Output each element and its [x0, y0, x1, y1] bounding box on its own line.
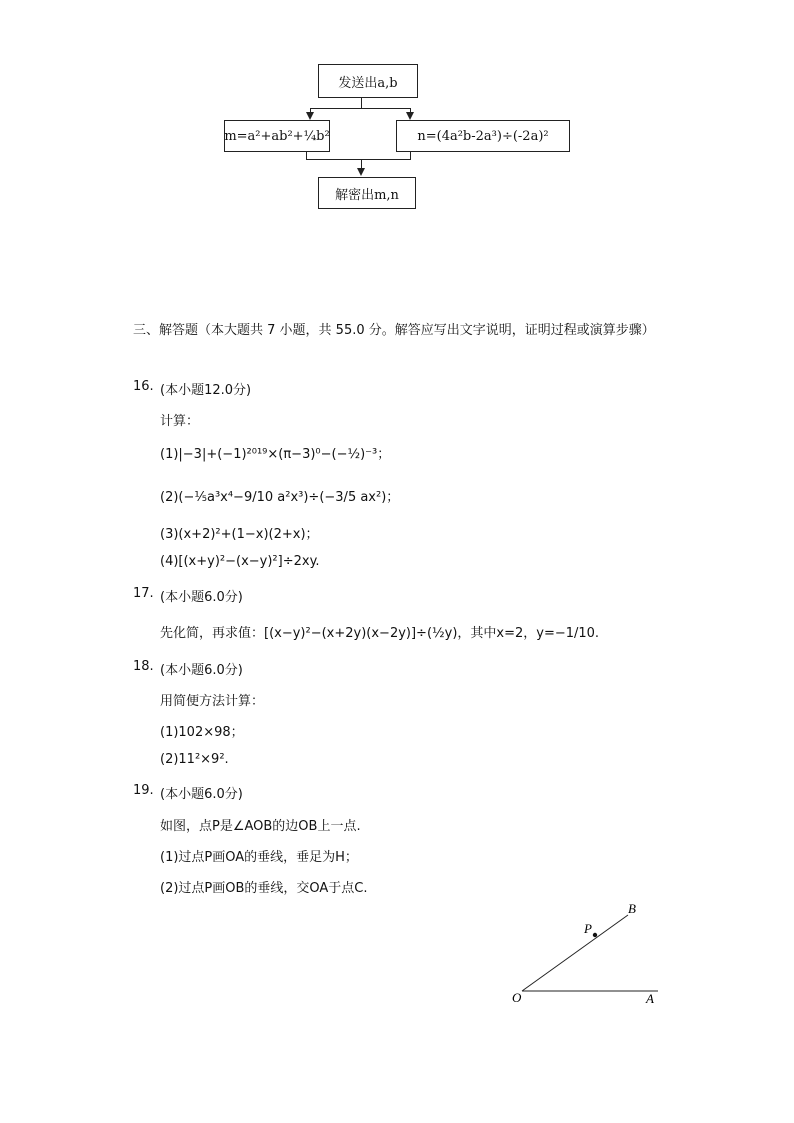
problem-intro: 如图，点P是∠AOB的边OB上一点.: [160, 819, 361, 834]
label-o: O: [512, 990, 522, 1005]
problem-item: (2)(−⅕a³x⁴−9/10 a²x³)÷(−3/5 ax²)；: [160, 490, 400, 505]
point-p: [593, 933, 597, 937]
send-box: [318, 64, 418, 98]
label-p: P: [584, 921, 592, 936]
problem-item: (1)102×98；: [160, 725, 244, 740]
problem-item: (1)|−3|+(−1)²⁰¹⁹×(π−3)⁰−(−½)⁻³；: [160, 447, 391, 462]
label-a: A: [646, 991, 654, 1006]
problem-item: (2)过点P画OB的垂线，交OA于点C.: [160, 881, 368, 896]
problem-number: 17.: [133, 586, 154, 601]
problem-intro: 用简便方法计算：: [160, 694, 265, 709]
n-formula-text: n=(4a²b-2a³)÷(-2a)²: [417, 128, 549, 144]
problem-intro: 先化简，再求值：[(x−y)²−(x+2y)(x−2y)]÷(½y)，其中x=2，y=−1/10.: [160, 626, 600, 641]
connector: [310, 108, 411, 109]
problem-score: (本小题12.0分): [160, 383, 252, 398]
arrow-head: [357, 168, 365, 176]
label-b: B: [628, 901, 636, 916]
problem-number: 19.: [133, 783, 154, 798]
ray-ob: [522, 915, 628, 991]
angle-figure: [500, 895, 670, 1015]
send-text: 发送出a,b: [338, 75, 398, 91]
problem-item: (1)过点P画OA的垂线，垂足为H；: [160, 850, 358, 865]
section-heading: 三、解答题（本大题共 7 小题，共 55.0 分。解答应写出文字说明，证明过程或演算步骤）: [133, 323, 655, 338]
connector: [361, 98, 362, 108]
problem-item: (3)(x+2)²+(1−x)(2+x)；: [160, 527, 319, 542]
arrow-head: [306, 112, 314, 120]
m-formula-text: m=a²+ab²+¼b²: [224, 128, 330, 144]
decrypt-text: 解密出m,n: [335, 187, 399, 203]
problem-number: 16.: [133, 379, 154, 394]
n-formula-box: [396, 120, 570, 152]
arrow-head: [406, 112, 414, 120]
problem-intro: 计算：: [160, 414, 200, 429]
m-formula-box: [224, 120, 330, 152]
problem-score: (本小题6.0分): [160, 787, 243, 802]
decrypt-box: [318, 177, 416, 209]
problem-item: (2)11²×9².: [160, 752, 229, 767]
problem-score: (本小题6.0分): [160, 590, 243, 605]
problem-item: (4)[(x+y)²−(x−y)²]÷2xy.: [160, 554, 320, 569]
problem-score: (本小题6.0分): [160, 663, 243, 678]
problem-number: 18.: [133, 659, 154, 674]
connector: [306, 159, 411, 160]
